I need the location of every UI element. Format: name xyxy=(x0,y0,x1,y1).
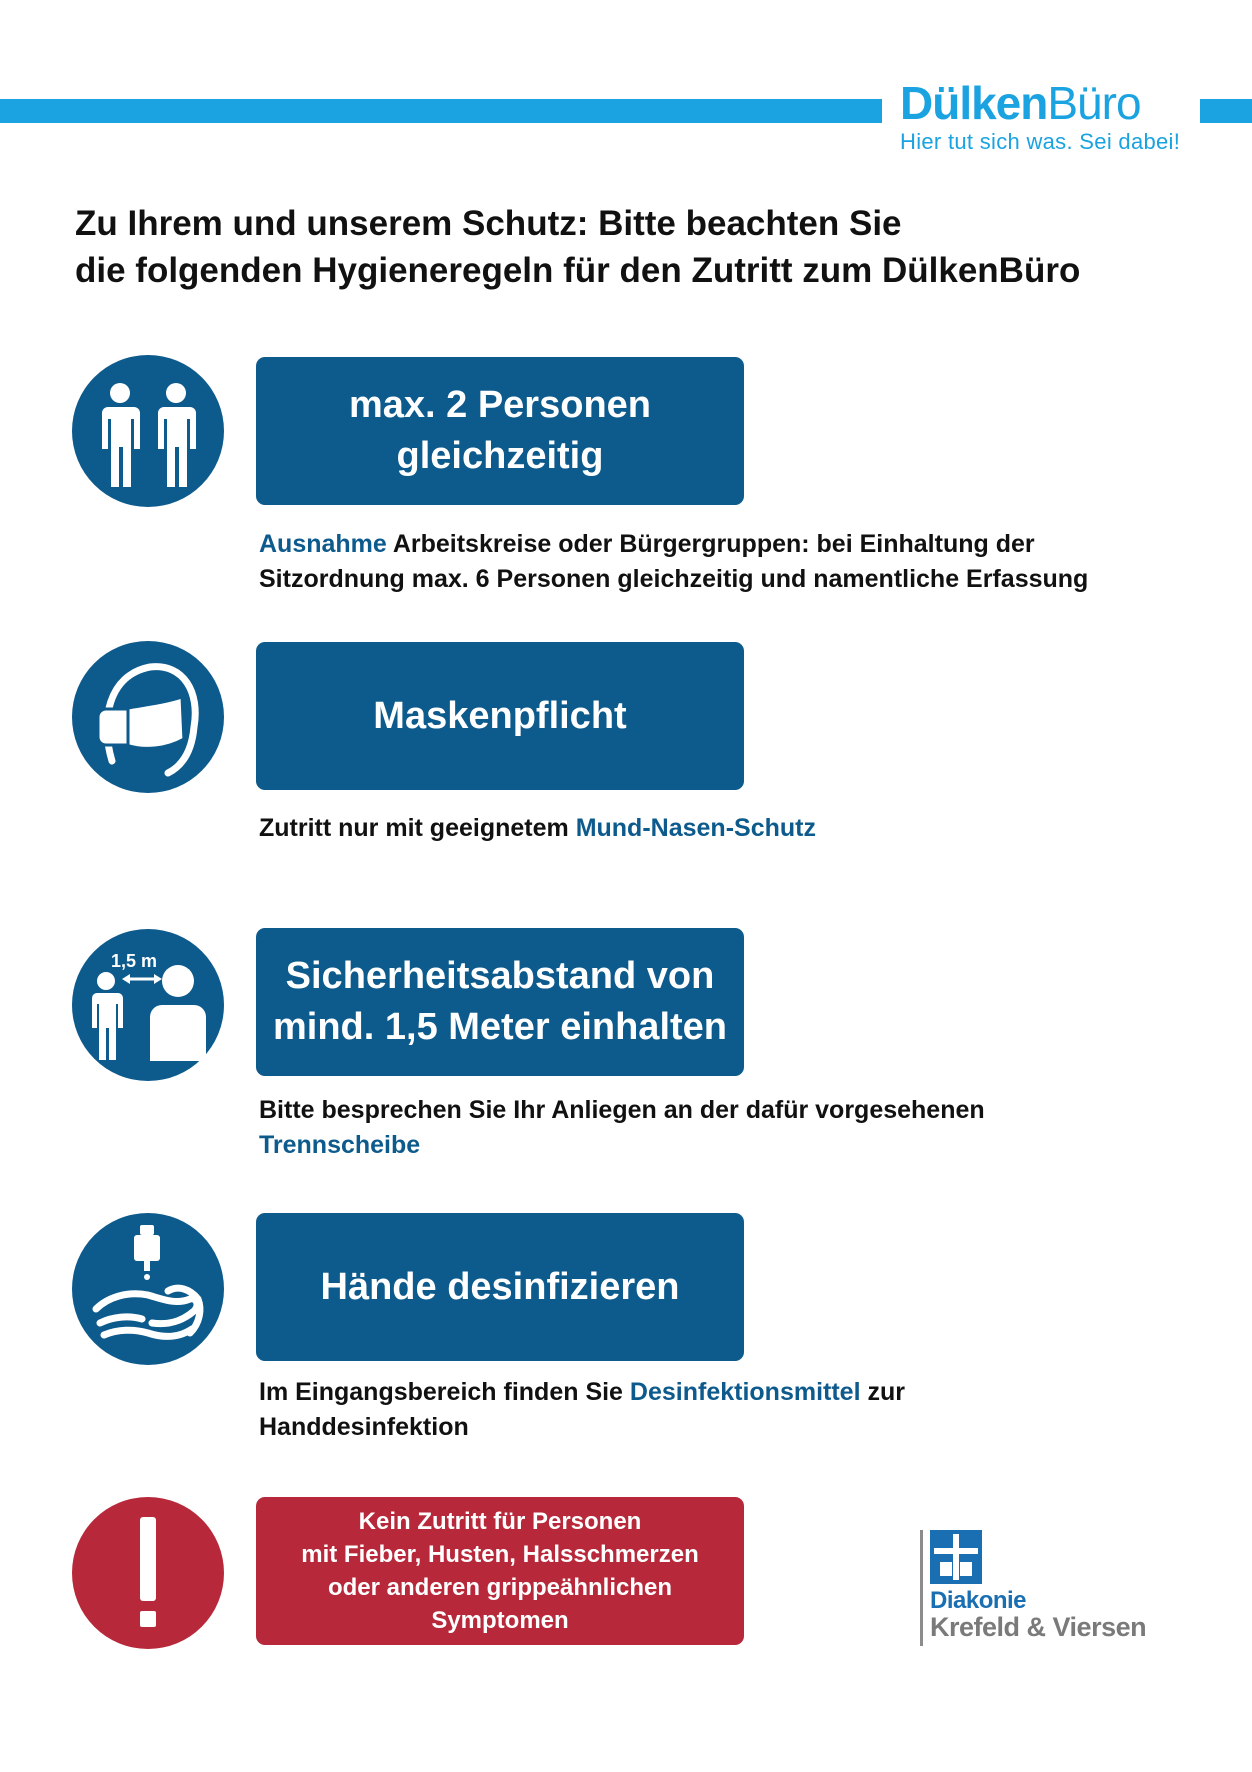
rule-description-max-persons: Ausnahme Arbeitskreise oder Bürgergruppen: bei Einhaltung der Sitzordnung max. 6 Personen gleichzeitig und namentliche Erfassung xyxy=(259,530,1089,593)
brand-tagline: Hier tut sich was. Sei dabei! xyxy=(900,129,1181,154)
rule-box-max-persons: max. 2 Personen gleichzeitig xyxy=(256,357,744,505)
rule-box-no-entry: Kein Zutritt für Personen mit Fieber, Husten, Halsschmerzen oder anderen grippeähnlichen Symptomen xyxy=(256,1497,744,1645)
diakonie-divider xyxy=(920,1530,923,1646)
diakonie-name: Diakonie xyxy=(930,1587,1027,1614)
rule-description-mask: Zutritt nur mit geeignetem Mund-Nasen-Schutz xyxy=(259,814,816,842)
brand-name: DülkenBüro xyxy=(900,77,1141,129)
exclamation-icon xyxy=(72,1497,224,1649)
top-accent-bar xyxy=(0,99,882,123)
duelkenbuero-logo xyxy=(900,77,1200,154)
face-mask-icon xyxy=(72,641,224,793)
rule-description-distance: Bitte besprechen Sie Ihr Anliegen an der dafür vorgesehenen Trennscheibe xyxy=(259,1096,985,1159)
svg-text:1,5 m: 1,5 m xyxy=(110,951,158,971)
distance-icon xyxy=(72,929,224,1081)
top-accent-bar-right xyxy=(1200,99,1252,123)
rule-description-disinfect: Im Eingangsbereich finden Sie Desinfektionsmittel zur Handdesinfektion xyxy=(259,1378,905,1441)
diakonie-region: Krefeld & Viersen xyxy=(930,1612,1147,1642)
rule-box-distance: Sicherheitsabstand von mind. 1,5 Meter einhalten xyxy=(256,928,744,1076)
two-persons-icon xyxy=(72,355,224,507)
rule-box-mask: Maskenpflicht xyxy=(256,642,744,790)
page-headline: Zu Ihrem und unserem Schutz: Bitte beachten Sie die folgenden Hygieneregeln für den Zutritt zum DülkenBüro xyxy=(75,204,1081,290)
diakonie-logo xyxy=(920,1530,1180,1650)
rule-box-disinfect: Hände desinfizieren xyxy=(256,1213,744,1361)
diakonie-emblem-icon xyxy=(930,1530,982,1584)
hand-disinfection-icon xyxy=(72,1213,224,1365)
